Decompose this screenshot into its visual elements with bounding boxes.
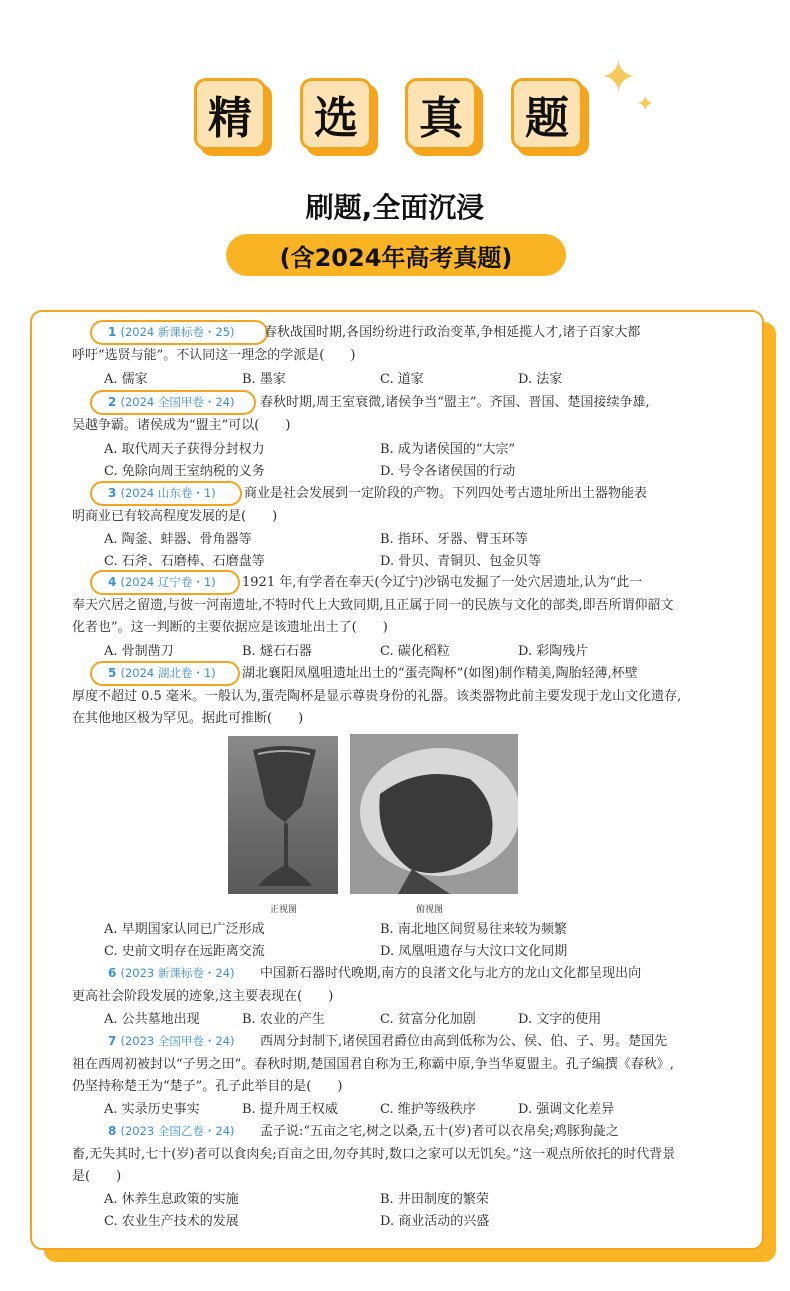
- option-b[interactable]: B. 提升周王权威: [242, 1102, 338, 1117]
- question-1: [72, 321, 682, 367]
- question-text: 1921 年,有学者在奉天(今辽宁)沙锅屯发掘了一处穴居遗址,认为“此一: [242, 575, 643, 590]
- question-text: 商业是社会发展到一定阶段的产物。下列四处考古遗址所出土器物能表: [244, 486, 648, 501]
- question-text-cont: 祖在西周初被封以“子男之田”。春秋时期,楚国国君自称为王,称霸中原,争当华夏盟主。孔子编撰《春秋》,仍坚持称楚王为“楚子”。孔子此举目的是( ): [72, 1056, 674, 1094]
- question-text-cont: 厚度不超过 0.5 毫米。一般认为,蛋壳陶杯是显示尊贵身份的礼器。该类器物此前主要发现于龙山文化遗存,在其他地区极为罕见。据此可推断( ): [72, 688, 682, 726]
- title-tile-4: [511, 78, 589, 156]
- question-source: (2023 新课标卷・24): [120, 966, 235, 980]
- question-2: [72, 391, 682, 437]
- title-row: [0, 78, 790, 160]
- question-text: 孟子说:“五亩之宅,树之以桑,五十(岁)者可以衣帛矣;鸡豚狗彘之: [260, 1124, 619, 1139]
- subtitle: 刷题,全面沉浸: [305, 191, 485, 224]
- option-c[interactable]: C. 农业生产技术的发展: [104, 1214, 239, 1229]
- option-c[interactable]: C. 免除向周王室纳税的义务: [104, 464, 265, 479]
- option-a[interactable]: A. 儒家: [104, 372, 148, 387]
- title-char: 题: [511, 78, 583, 150]
- option-b[interactable]: B. 井田制度的繁荣: [380, 1192, 489, 1207]
- question-text: 春秋战国时期,各国纷纷进行政治变革,争相延揽人才,诸子百家大都: [264, 325, 641, 340]
- option-a[interactable]: A. 实录历史事实: [104, 1102, 200, 1117]
- option-a[interactable]: A. 陶釜、蚌器、骨角器等: [104, 532, 252, 547]
- sparkle-small-icon: ✦: [636, 92, 655, 117]
- cup-front-photo: [228, 736, 338, 894]
- option-c[interactable]: C. 维护等级秩序: [380, 1102, 476, 1117]
- title-tile-2: [300, 78, 378, 156]
- title-char: 真: [405, 78, 477, 150]
- question-text: 春秋时期,周王室衰微,诸侯争当“盟主”。齐国、晋国、楚国接续争雄,: [260, 395, 650, 410]
- option-c[interactable]: C. 贫富分化加剧: [380, 1012, 476, 1027]
- question-number: 4: [108, 575, 117, 589]
- option-d[interactable]: D. 凤凰咀遗存与大汶口文化同期: [380, 944, 568, 959]
- question-source: (2023 全国甲卷・24): [120, 1034, 235, 1048]
- option-d[interactable]: D. 号令各诸侯国的行动: [380, 464, 516, 479]
- caption-front: 正视图: [270, 905, 298, 915]
- question-5: [72, 662, 682, 731]
- option-b[interactable]: B. 南北地区间贸易往来较为频繁: [380, 922, 567, 937]
- option-d[interactable]: D. 强调文化差异: [518, 1102, 615, 1117]
- question-source: (2024 山东卷・1): [120, 486, 216, 500]
- title-tile-3: [405, 78, 483, 156]
- option-c[interactable]: C. 石斧、石磨棒、石磨盘等: [104, 554, 265, 569]
- question-source: (2024 全国甲卷・24): [120, 395, 235, 409]
- option-b[interactable]: B. 指环、牙器、臂玉环等: [380, 532, 528, 547]
- question-text-cont: 畜,无失其时,七十(岁)者可以食肉矣;百亩之田,勿夺其时,数口之家可以无饥矣。”这一观点所依托的时代背景是( ): [72, 1146, 676, 1184]
- question-text-cont: 明商业已有较高程度发展的是( ): [72, 508, 278, 524]
- question-number: 3: [108, 486, 117, 500]
- question-number: 1: [108, 325, 117, 339]
- option-c[interactable]: C. 碳化稻粒: [380, 644, 450, 659]
- sparkle-large-icon: ✦: [600, 52, 637, 103]
- option-d[interactable]: D. 法家: [518, 372, 563, 387]
- question-text-cont: 吴越争霸。诸侯成为“盟主”可以( ): [72, 417, 291, 433]
- caption-top: 俯视图: [416, 905, 444, 915]
- question-4: [72, 571, 682, 640]
- question-number: 7: [108, 1034, 117, 1048]
- question-number: 8: [108, 1124, 117, 1138]
- question-text: 中国新石器时代晚期,南方的良渚文化与北方的龙山文化都呈现出向: [260, 966, 642, 981]
- option-d[interactable]: D. 文字的使用: [518, 1012, 602, 1027]
- question-6: [72, 962, 682, 1008]
- question-number: 2: [108, 395, 117, 409]
- question-number: 6: [108, 966, 117, 980]
- question-text-cont: 奉天穴居之留遗,与彼一河南遗址,不特时代上大致同期,且正属于同一的民族与文化的部类,即吾所谓仰韶文化者也”。这一判断的主要依据应是该遗址出土了( ): [72, 597, 674, 635]
- title-char: 精: [194, 78, 266, 150]
- question-source: (2024 辽宁卷・1): [120, 575, 216, 589]
- option-d[interactable]: D. 骨贝、青铜贝、包金贝等: [380, 554, 542, 569]
- option-c[interactable]: C. 道家: [380, 372, 424, 387]
- option-a[interactable]: A. 休养生息政策的实施: [104, 1192, 239, 1207]
- option-a[interactable]: A. 早期国家认同已广泛形成: [104, 922, 265, 937]
- title-tile-1: [194, 78, 272, 156]
- option-c[interactable]: C. 史前文明存在远距离交流: [104, 944, 265, 959]
- question-8: [72, 1120, 682, 1189]
- question-text: 湖北襄阳凤凰咀遗址出土的“蛋壳陶杯”(如图)制作精美,陶胎轻薄,杯壁: [242, 666, 638, 681]
- option-b[interactable]: B. 墨家: [242, 372, 286, 387]
- option-d[interactable]: D. 商业活动的兴盛: [380, 1214, 490, 1229]
- question-number: 5: [108, 666, 117, 680]
- option-a[interactable]: A. 取代周天子获得分封权力: [104, 442, 265, 457]
- cup-top-photo: [350, 734, 518, 894]
- question-source: (2024 新课标卷・25): [120, 325, 235, 339]
- option-d[interactable]: D. 彩陶残片: [518, 644, 589, 659]
- option-a[interactable]: A. 骨制凿刀: [104, 644, 174, 659]
- title-char: 选: [300, 78, 372, 150]
- option-b[interactable]: B. 成为诸侯国的“大宗”: [380, 442, 516, 457]
- question-text-cont: 呼吁“选贤与能”。不认同这一理念的学派是( ): [72, 347, 356, 363]
- scope-pill: (含2024年高考真题): [226, 234, 566, 276]
- question-source: (2023 全国乙卷・24): [120, 1124, 235, 1138]
- question-text-cont: 更高社会阶段发展的迹象,这主要表现在( ): [72, 988, 334, 1004]
- question-3: [72, 482, 682, 528]
- option-b[interactable]: B. 燧石石器: [242, 644, 312, 659]
- question-text: 西周分封制下,诸侯国君爵位由高到低称为公、侯、伯、子、男。楚国先: [260, 1034, 668, 1049]
- question-7: [72, 1030, 682, 1099]
- option-a[interactable]: A. 公共墓地出现: [104, 1012, 200, 1027]
- question-source: (2024 湖北卷・1): [120, 666, 216, 680]
- option-b[interactable]: B. 农业的产生: [242, 1012, 325, 1027]
